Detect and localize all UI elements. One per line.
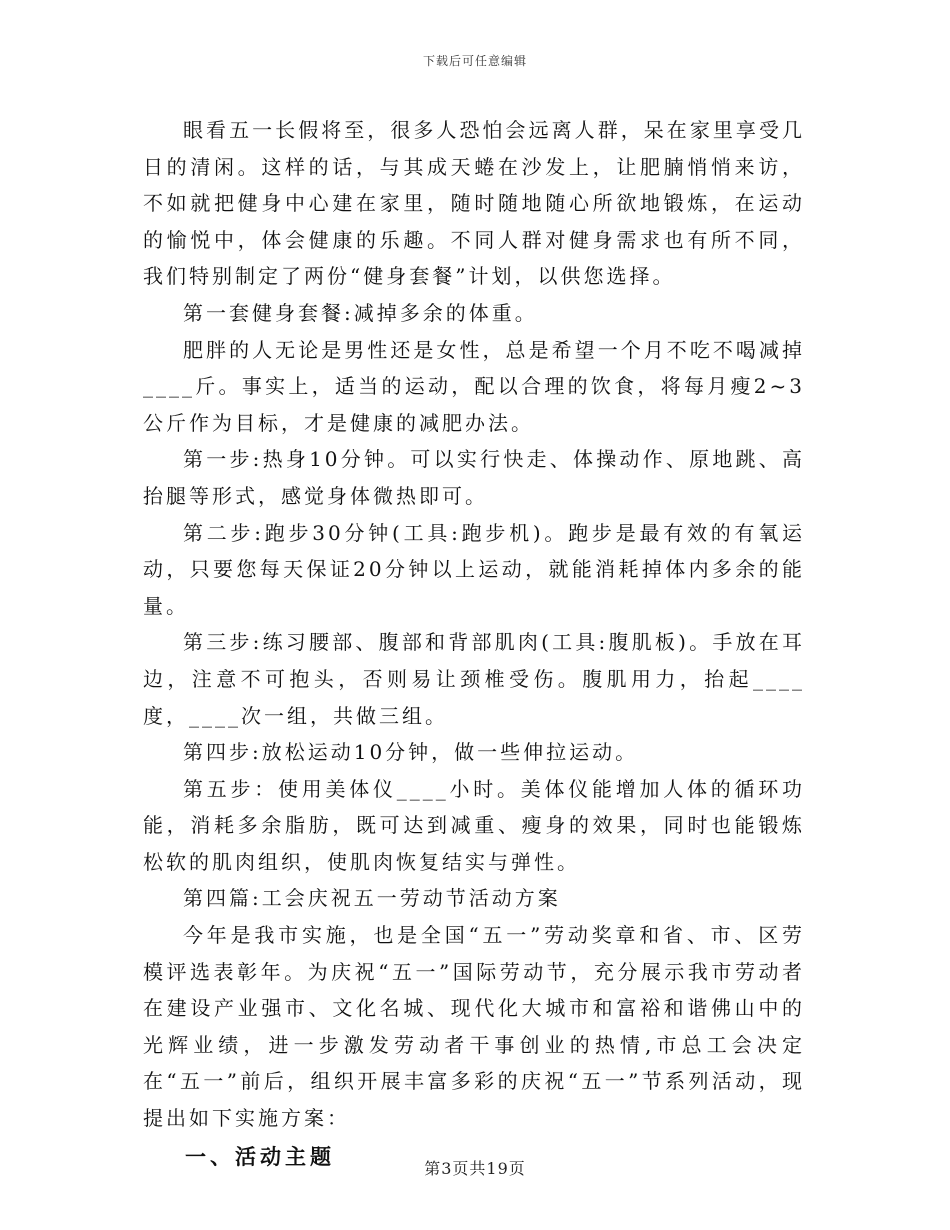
- paragraph-weight-loss: 肥胖的人无论是男性还是女性，总是希望一个月不吃不喝减掉____斤。事实上，适当的运动，配以合理的饮食，将每月瘦2~3公斤作为目标，才是健康的减肥办法。: [143, 337, 805, 435]
- document-body: [143, 112, 805, 1175]
- paragraph-step-two: 第二步:跑步30分钟(工具:跑步机)。跑步是最有效的有氧运动，只要您每天保证20分钟以上运动，就能消耗掉体内多余的能量。: [143, 520, 805, 618]
- paragraph-plan-intro: 今年是我市实施，也是全国“五一”劳动奖章和省、市、区劳模评选表彰年。为庆祝“五一”国际劳动节，充分展示我市劳动者在建设产业强市、文化名城、现代化大城市和富裕和谐佛山中的光辉业绩，进一步激发劳动者干事创业的热情,市总工会决定在“五一”前后，组织开展丰富多彩的庆祝“五一”节系列活动，现提出如下实施方案：: [143, 923, 805, 1131]
- paragraph-step-five: 第五步：使用美体仪____小时。美体仪能增加人体的循环功能，消耗多余脂肪，既可达到减重、瘦身的效果，同时也能锻炼松软的肌肉组织，使肌肉恢复结实与弹性。: [143, 776, 805, 874]
- paragraph-step-four: 第四步:放松运动10分钟，做一些伸拉运动。: [183, 740, 639, 765]
- page-footer: 第3页共19页: [424, 1159, 526, 1178]
- paragraph-step-three: 第三步:练习腰部、腹部和背部肌肉(工具:腹肌板)。手放在耳边，注意不可抱头，否则易让颈椎受伤。腹肌用力，抬起____度，____次一组，共做三组。: [143, 630, 805, 728]
- paragraph-intro: 眼看五一长假将至，很多人恐怕会远离人群，呆在家里享受几日的清闲。这样的话，与其成天蜷在沙发上，让肥腩悄悄来访，不如就把健身中心建在家里，随时随地随心所欲地锻炼，在运动的愉悦中，体会健康的乐趣。不同人群对健身需求也有所不同，我们特别制定了两份“健身套餐”计划，以供您选择。: [143, 118, 805, 289]
- paragraph-plan-one-title: 第一套健身套餐:减掉多余的体重。: [183, 300, 538, 325]
- section-heading: 一、活动主题: [185, 1143, 335, 1169]
- paragraph-part-four-title: 第四篇:工会庆祝五一劳动节活动方案: [183, 886, 561, 911]
- paragraph-step-one: 第一步:热身10分钟。可以实行快走、体操动作、原地跳、高抬腿等形式，感觉身体微热即可。: [143, 447, 805, 508]
- page-header: 下载后可任意编辑: [422, 54, 527, 68]
